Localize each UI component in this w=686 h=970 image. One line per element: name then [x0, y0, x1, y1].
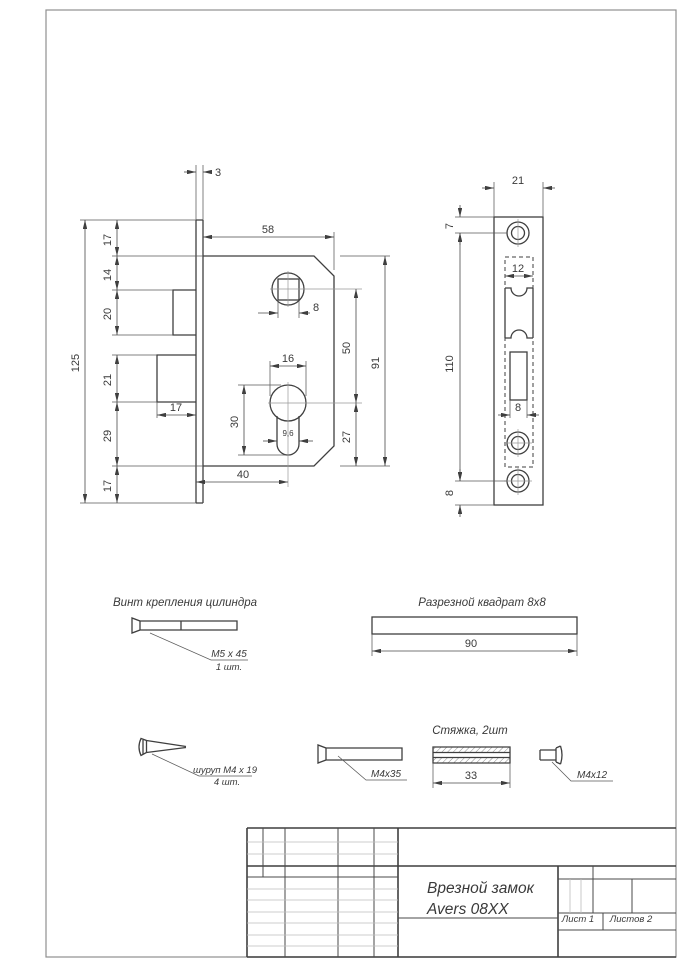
cylinder-screw-drawing	[132, 618, 237, 633]
dim-text-7: 7	[444, 222, 456, 230]
dim-text-3: 3	[215, 167, 222, 179]
sheet-number: Лист 1	[561, 914, 595, 925]
m4x35-label: M4x35	[370, 769, 402, 780]
title-block	[247, 828, 676, 957]
cylinder-screw-title: Винт крепления цилиндра	[113, 597, 257, 609]
faceplate	[196, 220, 203, 503]
cylinder-screw-spec: M5 x 45	[211, 649, 247, 660]
dim-text-8: 8	[313, 302, 320, 314]
dim-text-17-bottom: 17	[102, 479, 114, 493]
dim-text-29: 29	[102, 429, 114, 443]
m4x12-label: M4x12	[576, 770, 608, 781]
strike-centerlines	[504, 219, 532, 495]
deadbolt	[157, 355, 196, 402]
dim-text-50: 50	[341, 341, 353, 355]
wood-screw-drawing	[139, 739, 186, 756]
tie-title: Стяжка, 2шт	[432, 725, 508, 737]
tie-hatch-top	[433, 747, 510, 753]
m4x12-drawing	[540, 746, 562, 764]
dim-text-8a: 8	[514, 402, 522, 414]
dim-text-90: 90	[464, 638, 478, 650]
extension-lines-left	[80, 165, 203, 503]
dim-text-30: 30	[229, 415, 241, 429]
latch-opening	[505, 288, 533, 338]
wood-screw-spec: шуруп M4 x 19	[192, 765, 258, 776]
sheets-total: Листов 2	[609, 914, 653, 925]
dim-text-20: 20	[102, 307, 114, 321]
sheet-frame	[46, 10, 676, 957]
product-name-line2: Avers 08XX	[427, 901, 509, 918]
m4x12-part	[540, 746, 613, 781]
dim-text-16: 16	[281, 353, 295, 365]
dim-text-110: 110	[444, 355, 456, 373]
lock-body-view	[70, 165, 390, 503]
wood-screw-part	[139, 739, 258, 789]
square-bar-drawing	[372, 617, 577, 634]
dim-text-125: 125	[70, 353, 82, 373]
strike-plate-view	[444, 175, 555, 517]
dim-text-21s: 21	[511, 175, 525, 187]
tie-hatch-bottom	[433, 758, 510, 764]
extension-lines-right	[238, 232, 390, 466]
dim-text-96: 9,6	[282, 429, 294, 438]
dim-text-58: 58	[261, 224, 275, 236]
product-name-line1: Врезной замок	[427, 880, 534, 897]
dim-text-8b: 8	[444, 489, 456, 497]
tie-part	[432, 725, 510, 788]
wood-screw-qty: 4 шт.	[213, 777, 241, 788]
strike-extension-lines	[455, 182, 543, 505]
dim-text-27: 27	[341, 430, 353, 444]
dim-text-12: 12	[511, 263, 525, 275]
m4x35-drawing	[318, 745, 402, 763]
spindle-square-hole	[278, 279, 299, 300]
m4x35-part	[318, 745, 407, 780]
lock-case	[203, 256, 334, 466]
cylinder-screw-part	[113, 597, 257, 673]
square-bar-part	[372, 597, 577, 656]
dim-text-33: 33	[464, 770, 478, 782]
dim-text-21: 21	[102, 373, 114, 387]
cylinder-screw-qty: 1 шт.	[215, 662, 243, 673]
square-bar-title: Разрезной квадрат 8x8	[418, 597, 546, 609]
dim-text-17-bolt: 17	[169, 402, 183, 414]
deadbolt-cutout	[510, 352, 527, 400]
dim-text-91: 91	[370, 356, 382, 370]
dim-text-14: 14	[102, 268, 114, 282]
dim-text-17-top: 17	[102, 233, 114, 247]
latch-bolt	[173, 290, 196, 335]
dim-text-40: 40	[236, 469, 250, 481]
strike-plate	[494, 217, 543, 505]
